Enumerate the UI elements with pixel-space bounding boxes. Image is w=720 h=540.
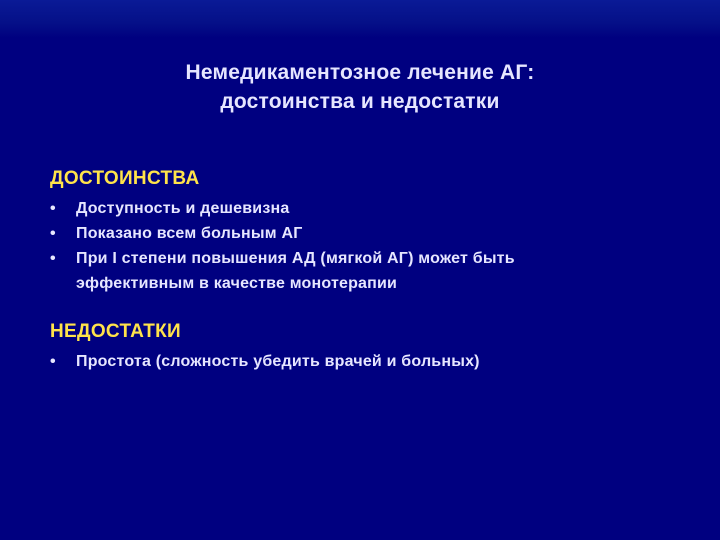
list-item	[50, 221, 690, 246]
list-item	[50, 246, 636, 296]
list-item-text: Простота (сложность убедить врачей и больных)	[76, 353, 480, 370]
bullet-icon: •	[50, 250, 56, 267]
slide-title-line-2: достоинства и недостатки	[220, 90, 500, 113]
slide-title	[0, 58, 720, 116]
advantages-heading: ДОСТОИНСТВА	[50, 168, 200, 189]
bullet-icon: •	[50, 353, 56, 370]
list-item-text: Доступность и дешевизна	[76, 200, 290, 217]
list-item	[50, 196, 690, 221]
list-item-text: При I степени повышения АД (мягкой АГ) может быть эффективным в качестве монотерапии	[76, 250, 515, 292]
slide-title-line-1: Немедикаментозное лечение АГ:	[185, 61, 535, 84]
list-item	[50, 349, 690, 374]
bullet-icon: •	[50, 200, 56, 217]
top-band	[0, 0, 720, 38]
bullet-icon: •	[50, 225, 56, 242]
disadvantages-heading: НЕДОСТАТКИ	[50, 321, 181, 342]
disadvantages-list	[50, 349, 690, 374]
advantages-list	[50, 196, 690, 296]
list-item-text: Показано всем больным АГ	[76, 225, 303, 242]
